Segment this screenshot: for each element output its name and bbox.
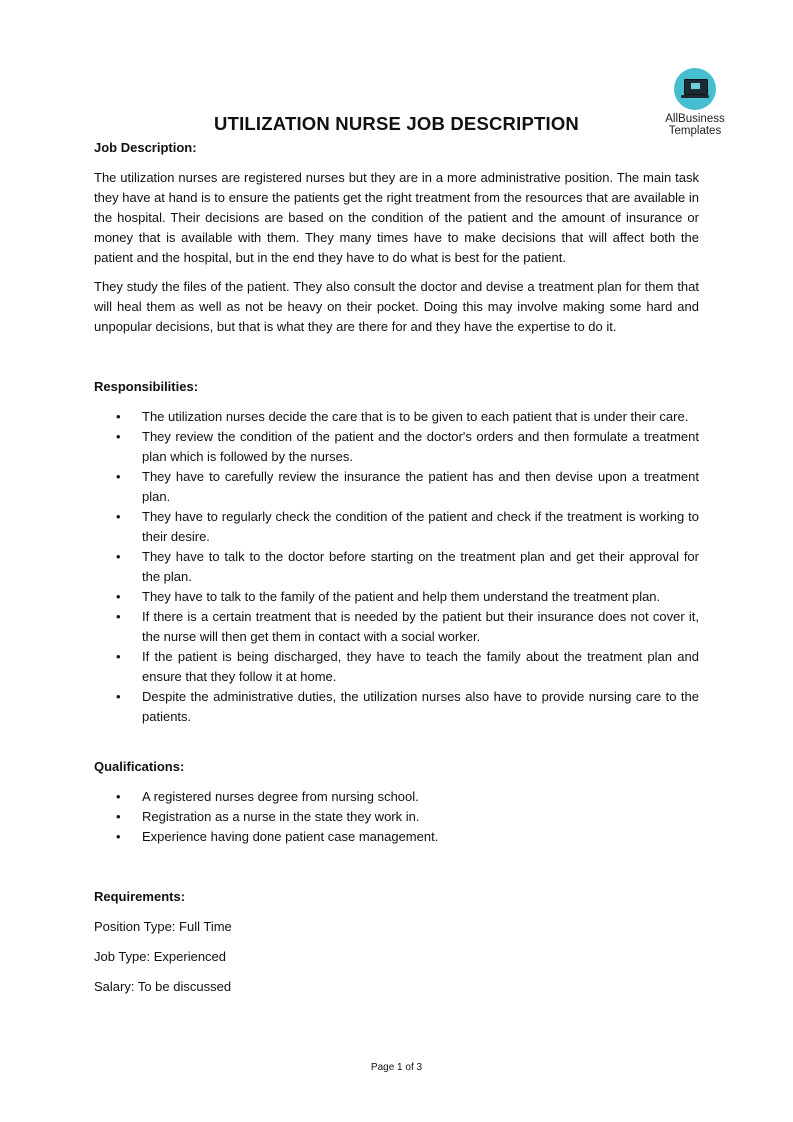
qualifications-heading: Qualifications: (94, 759, 185, 774)
list-item: • Despite the administrative duties, the utilization nurses also have to provide nursing care to the patients. (116, 689, 699, 724)
list-item: • The utilization nurses decide the care that is to be given to each patient that is under their care. (94, 407, 699, 427)
requirements-heading: Requirements: (94, 889, 186, 904)
qualifications-list (94, 787, 699, 847)
list-item: • They have to talk to the family of the patient and help them understand the treatment plan. (94, 587, 699, 607)
bullet-icon: • (116, 429, 121, 444)
list-item: • They have to talk to the doctor before starting on the treatment plan and get their approval for the plan. (116, 549, 699, 584)
page-number: Page 1 of 3 (370, 1062, 423, 1073)
bullet-icon: • (116, 409, 121, 424)
bullet-icon: • (116, 649, 121, 664)
bullet-icon: • (116, 549, 121, 564)
salary: Salary: To be discussed (94, 979, 232, 994)
bullet-icon: • (116, 689, 121, 704)
list-item: • A registered nurses degree from nursing school. (94, 787, 699, 807)
laptop-icon (674, 68, 716, 110)
bullet-icon: • (116, 469, 121, 484)
document-body (94, 138, 699, 997)
job-description-paragraph: The utilization nurses are registered nurses but they are in a more administrative position. The main task they have at hand is to ensure the patients get the right treatment from the resources that are available in the hospital. Their decisions are based on the condition of the patient and the amount of insurance or money that is available with them. They many times have to make decisions that will affect both the patient and the hospital, but in the end they have to do what is best for the patient. (94, 170, 699, 265)
list-item: • They have to regularly check the condition of the patient and check if the treatment is working to their desire. (116, 509, 699, 544)
bullet-icon: • (116, 789, 121, 804)
job-description-heading: Job Description: (94, 140, 197, 155)
list-item: • Registration as a nurse in the state they work in. (94, 807, 699, 827)
job-description-paragraph: They study the files of the patient. They also consult the doctor and devise a treatment plan for them that will heal them as well as not be heavy on their pocket. Doing this may involve making some hard and unpopular decisions, but that is what they are there for and they have the expertise to do it. (94, 279, 699, 334)
position-type: Position Type: Full Time (94, 919, 232, 934)
bullet-icon: • (116, 509, 121, 524)
logo-line-2: Templates (668, 125, 722, 137)
bullet-icon: • (116, 829, 121, 844)
list-item: • They have to carefully review the insurance the patient has and then devise upon a treatment plan. (116, 469, 699, 504)
responsibilities-list (94, 407, 699, 727)
list-item: • If there is a certain treatment that is needed by the patient but their insurance does not cover it, the nurse will then get them in contact with a social worker. (116, 609, 699, 644)
list-item: • If the patient is being discharged, they have to teach the family about the treatment plan and ensure that they follow it at home. (116, 649, 699, 684)
logo-line-1: AllBusiness (665, 113, 725, 125)
job-type: Job Type: Experienced (94, 949, 227, 964)
list-item: • Experience having done patient case management. (94, 827, 699, 847)
bullet-icon: • (116, 809, 121, 824)
bullet-icon: • (116, 589, 121, 604)
responsibilities-heading: Responsibilities: (94, 379, 199, 394)
document-title: UTILIZATION NURSE JOB DESCRIPTION (214, 113, 579, 134)
bullet-icon: • (116, 609, 121, 624)
list-item: • They review the condition of the patient and the doctor's orders and then formulate a treatment plan which is followed by the nurses. (116, 429, 699, 464)
